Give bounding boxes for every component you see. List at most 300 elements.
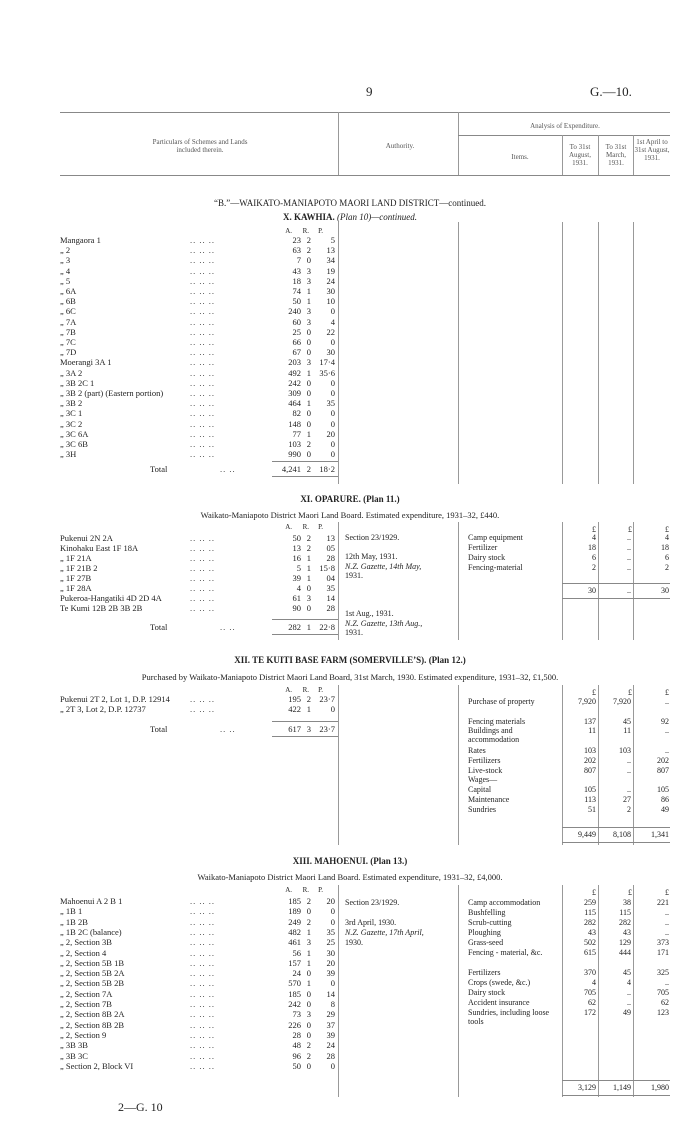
amount-apr-aug: 86	[661, 795, 669, 804]
land-row	[0, 1030, 700, 1040]
land-row	[0, 327, 700, 337]
land-row	[0, 286, 700, 296]
mahoenui-plan: (Plan 13.)	[370, 856, 408, 866]
land-row	[0, 398, 700, 408]
area-roods: 0	[306, 583, 311, 593]
area-acres: 461	[288, 937, 301, 948]
land-name: „ 2, Section 4	[60, 947, 107, 958]
total-acres: 282	[288, 622, 301, 632]
area-perches: 0	[330, 377, 335, 388]
area-roods: 1	[306, 947, 311, 958]
expense-item-label: Camp accommodation	[468, 898, 541, 907]
authority-line: N.Z. Gazette, 13th Aug.,	[345, 618, 423, 628]
land-row	[0, 255, 700, 265]
area-roods: 1	[306, 296, 311, 307]
area-perches: 0	[330, 1060, 335, 1071]
area-acres: 60	[292, 316, 301, 327]
area-perches: 13	[326, 533, 335, 543]
header-particulars: Particulars of Schemes and Lands included therein.	[152, 138, 248, 154]
unit-roods: R.	[302, 686, 309, 694]
area-perches: 14	[326, 593, 335, 603]
total-to-aug: 30	[588, 586, 596, 595]
leader-dots: .. .. ..	[190, 916, 215, 927]
land-name: „ 1B 2C (balance)	[60, 926, 122, 937]
total-roods: 2	[306, 464, 311, 474]
area-roods: 1	[306, 553, 311, 563]
land-name: „ 3C 6B	[60, 439, 88, 449]
leader-dots: .. .. ..	[190, 999, 215, 1009]
leader-dots: .. .. ..	[190, 255, 215, 266]
land-row	[0, 429, 700, 439]
total-roods: 1	[306, 622, 311, 632]
area-perches: 0	[330, 388, 335, 398]
page-reference: G.—10.	[590, 84, 632, 99]
area-roods: 2	[306, 1040, 311, 1051]
area-acres: 990	[288, 449, 301, 460]
expense-item-label: Fencing materials	[468, 716, 526, 726]
land-name: „ 7A	[60, 316, 77, 327]
amount-to-aug: 62	[588, 998, 596, 1007]
expense-item-label: Grass-seed	[468, 938, 504, 947]
land-name: „ 6C	[60, 306, 76, 317]
amount-to-aug: 282	[584, 918, 596, 927]
leader-dots: .. .. ..	[190, 978, 215, 989]
amount-to-aug: 51	[588, 804, 596, 814]
unit-perches: P.	[318, 886, 323, 894]
area-acres: 242	[288, 377, 301, 388]
area-roods: 1	[306, 573, 311, 583]
land-name: „ 1F 21A	[60, 553, 92, 563]
area-roods: 0	[306, 1019, 311, 1030]
leader-dots: .. .. ..	[190, 388, 215, 398]
leader-dots: .. .. ..	[190, 377, 215, 388]
authority-line: 1st Aug., 1931.	[345, 609, 394, 618]
amount-apr-aug: 2	[665, 563, 669, 572]
area-perches: 17·4	[319, 357, 335, 368]
area-acres: 482	[288, 926, 301, 937]
authority-line: 3rd April, 1930.	[345, 918, 397, 927]
total-rule	[272, 736, 338, 737]
oparure-plan: (Plan 11.)	[363, 494, 400, 504]
amount-apr-aug: ..	[665, 726, 669, 736]
land-name: „ 3B 2C 1	[60, 377, 95, 388]
area-roods: 0	[306, 347, 311, 358]
leader-dots: .. .. ..	[190, 988, 215, 999]
amount-apr-aug: 171	[657, 948, 669, 957]
area-perches: 0	[330, 306, 335, 317]
area-perches: 24	[326, 275, 335, 286]
expense-item-label: Live-stock	[468, 765, 503, 775]
amount-apr-aug: 49	[661, 804, 669, 814]
area-acres: 492	[288, 367, 301, 378]
area-acres: 570	[288, 978, 301, 989]
total-rule	[272, 721, 338, 722]
area-perches: 25	[326, 937, 335, 948]
leader-dots: .. .. ..	[190, 896, 215, 906]
amount-to-aug: 137	[584, 716, 596, 726]
area-perches: 28	[326, 603, 335, 613]
leader-dots: .. .. ..	[190, 968, 215, 979]
header-items: Items.	[511, 153, 529, 161]
land-name: „ 2, Section 8B 2A	[60, 1009, 125, 1020]
expense-item-label: Fencing - material, &c.	[468, 948, 543, 957]
area-roods: 3	[306, 306, 311, 317]
leader-dots: .. .. ..	[190, 906, 215, 917]
leader-dots: .. .. ..	[190, 553, 215, 563]
area-acres: 77	[292, 428, 301, 439]
land-row	[0, 306, 700, 316]
total-perches: 22·8	[319, 622, 335, 632]
authority-line: N.Z. Gazette, 17th April,	[345, 928, 424, 937]
land-row	[0, 337, 700, 347]
leader-dots: .. .. ..	[190, 1040, 215, 1051]
total-to-mar: ..	[627, 586, 631, 595]
amount-to-aug: 202	[584, 755, 596, 765]
area-acres: 249	[288, 916, 301, 927]
amount-apr-aug: 373	[657, 938, 669, 947]
expense-item-label: Fertilizers	[468, 755, 501, 765]
area-perches: 35	[326, 398, 335, 409]
area-perches: 35	[326, 926, 335, 937]
area-acres: 39	[292, 573, 301, 583]
leader-dots: .. .. ..	[190, 418, 215, 429]
leader-dots: .. .. ..	[190, 367, 215, 378]
amount-apr-aug: ..	[665, 746, 669, 755]
area-acres: 63	[292, 245, 301, 256]
pound-sign: £	[665, 688, 669, 697]
amount-to-mar: 115	[619, 908, 631, 917]
leader-dots: .. .. ..	[190, 296, 215, 307]
subtotal-rule	[562, 827, 670, 828]
header-analysis: Analysis of Expenditure.	[530, 122, 600, 130]
land-name: „ 3B 2	[60, 398, 83, 409]
area-perches: 28	[326, 1050, 335, 1061]
total-rule	[272, 461, 338, 462]
area-roods: 0	[306, 377, 311, 388]
expense-item-label: Crops (swede, &c.)	[468, 978, 531, 987]
expense-item-label: Wages—	[468, 775, 498, 785]
unit-perches: P.	[318, 523, 323, 531]
land-name: Mangaora 1	[60, 235, 101, 245]
amount-to-aug: 807	[584, 765, 596, 775]
area-acres: 50	[292, 1060, 301, 1071]
unit-acres: A.	[285, 886, 292, 894]
area-roods: 0	[306, 1029, 311, 1040]
area-perches: 20	[326, 896, 335, 906]
land-row	[0, 296, 700, 306]
area-perches: 13	[326, 245, 335, 256]
land-name: Kinohaku East 1F 18A	[60, 543, 139, 553]
area-acres: 4	[296, 583, 301, 593]
leader-dots: .. .. ..	[190, 583, 215, 593]
unit-perches: P.	[318, 686, 323, 694]
area-roods: 2	[306, 543, 311, 553]
area-acres: 43	[292, 265, 301, 276]
leader-dots: .. .. ..	[190, 957, 215, 968]
leader-dots: .. .. ..	[190, 937, 215, 948]
area-acres: 56	[292, 947, 301, 958]
expense-item-label: Dairy stock	[468, 553, 506, 562]
header-col1: To 31st August, 1931.	[569, 143, 591, 167]
amount-to-mar: ..	[627, 553, 631, 562]
area-perches: 35	[326, 583, 335, 593]
total-acres: 4,241	[281, 464, 301, 474]
area-roods: 0	[306, 388, 311, 398]
leader-dots: .. .. ..	[190, 245, 215, 256]
land-name: Pukenui 2T 2, Lot 1, D.P. 12914	[60, 694, 170, 704]
land-name: Te Kumi 12B 2B 3B 2B	[60, 603, 143, 613]
land-name: „ 3C 2	[60, 418, 83, 429]
amount-to-mar: ..	[627, 543, 631, 552]
amount-apr-aug: 123	[657, 1008, 669, 1017]
land-row	[0, 1040, 700, 1050]
amount-to-aug: 2	[592, 563, 596, 572]
area-roods: 2	[306, 1050, 311, 1061]
area-acres: 73	[292, 1009, 301, 1020]
land-name: „ 5	[60, 275, 71, 286]
land-name: „ 3C 6A	[60, 428, 89, 439]
land-row	[0, 419, 700, 429]
expense-item-label: Bushfelling	[468, 908, 506, 917]
unit-perches: P.	[318, 227, 323, 235]
mahoenui-title: XIII. MAHOENUI.	[292, 856, 368, 866]
area-perches: 0	[330, 704, 335, 714]
land-name: „ 3C 1	[60, 408, 83, 419]
page-number: 9	[366, 84, 373, 99]
total-to-mar: 8,108	[613, 830, 631, 839]
area-acres: 13	[292, 543, 301, 553]
kawhia-plan: (Plan 10)—continued.	[337, 212, 417, 222]
area-acres: 309	[288, 388, 301, 398]
area-acres: 24	[292, 968, 301, 979]
area-perches: 15·8	[319, 563, 335, 573]
amount-apr-aug: 62	[661, 998, 669, 1007]
area-roods: 3	[306, 357, 311, 368]
amount-to-mar: 7,920	[613, 697, 631, 706]
area-perches: 0	[330, 408, 335, 419]
area-acres: 25	[292, 326, 301, 337]
area-roods: 0	[306, 449, 311, 460]
leader-dots: .. .. ..	[190, 533, 215, 543]
area-acres: 61	[292, 593, 301, 603]
land-row	[0, 235, 700, 245]
pound-sign: £	[592, 888, 596, 897]
land-name: „ 1B 1	[60, 906, 83, 917]
land-name: „ 1F 21B 2	[60, 563, 98, 573]
land-name: Mahoenui A 2 B 1	[60, 896, 123, 906]
subtotal-rule	[562, 598, 670, 599]
amount-apr-aug: ..	[665, 697, 669, 706]
expense-item-label: Dairy stock	[468, 988, 506, 997]
total-apr-aug: 1,341	[651, 830, 669, 839]
expense-item-label: Rates	[468, 746, 486, 755]
land-name: „ 3B 2 (part) (Eastern portion)	[60, 388, 164, 398]
land-name: „ 6A	[60, 286, 77, 296]
land-row	[0, 449, 700, 459]
area-perches: 30	[326, 286, 335, 296]
leader-dots: .. .. ..	[190, 306, 215, 317]
amount-to-mar: ..	[627, 988, 631, 997]
subtotal-rule	[562, 842, 670, 843]
land-row	[0, 276, 700, 286]
area-perches: 35·6	[319, 367, 335, 378]
total-apr-aug: 1,980	[651, 1083, 669, 1092]
expense-item-label: Scrub-cutting	[468, 918, 512, 927]
area-acres: 96	[292, 1050, 301, 1061]
land-name: „ 2, Section 7A	[60, 988, 113, 999]
area-acres: 185	[288, 896, 301, 906]
land-row	[0, 958, 700, 968]
total-perches: 23·7	[319, 724, 335, 734]
area-roods: 0	[306, 968, 311, 979]
amount-to-mar: ..	[627, 998, 631, 1007]
pound-sign: £	[628, 688, 632, 697]
authority-line: 12th May, 1931.	[345, 552, 398, 561]
leader-dots: .. .. ..	[190, 326, 215, 337]
area-roods: 3	[306, 593, 311, 603]
area-acres: 242	[288, 999, 301, 1009]
area-perches: 4	[330, 316, 335, 327]
area-roods: 1	[306, 367, 311, 378]
expense-item-label: Capital	[468, 785, 492, 795]
land-name: „ 2, Section 5B 2B	[60, 978, 124, 989]
oparure-title: XI. OPARURE.	[300, 494, 361, 504]
tekuiti-plan: (Plan 12.)	[428, 655, 466, 665]
area-roods: 3	[306, 1009, 311, 1020]
leader-dots: .. .. ..	[190, 573, 215, 583]
area-perches: 0	[330, 978, 335, 989]
area-perches: 04	[326, 573, 335, 583]
area-acres: 240	[288, 306, 301, 317]
leader-dots: .. .. ..	[190, 357, 215, 368]
area-perches: 28	[326, 553, 335, 563]
amount-apr-aug: ..	[665, 978, 669, 987]
area-acres: 50	[292, 296, 301, 307]
expense-item-label: Sundries, including loose tools	[468, 1008, 550, 1026]
expense-item-label: Sundries	[468, 804, 496, 814]
leader-dots: .. ..	[220, 622, 236, 632]
land-name: „ 2, Section 7B	[60, 999, 112, 1009]
amount-to-mar: 4	[627, 978, 631, 987]
mahoenui-subtitle: Waikato-Maniapoto District Maori Land Board. Estimated expenditure, 1931–32, £4,000.	[197, 872, 503, 882]
area-perches: 39	[326, 1029, 335, 1040]
header-col2: To 31st March, 1931.	[605, 143, 627, 167]
subtotal-rule	[562, 1080, 670, 1081]
leader-dots: .. .. ..	[190, 265, 215, 276]
pound-sign: £	[628, 525, 632, 534]
authority-line: Section 23/1929.	[345, 898, 400, 907]
leader-dots: .. .. ..	[190, 694, 215, 704]
unit-roods: R.	[302, 523, 309, 531]
area-acres: 66	[292, 337, 301, 347]
area-perches: 30	[326, 947, 335, 958]
area-acres: 185	[288, 988, 301, 999]
area-roods: 0	[306, 326, 311, 337]
area-perches: 19	[326, 265, 335, 276]
land-row	[0, 408, 700, 418]
amount-to-aug: 11	[588, 726, 596, 736]
land-name: „ 2, Section 8B 2B	[60, 1019, 124, 1030]
subtotal-rule	[562, 1095, 670, 1096]
amount-to-aug: 370	[584, 968, 596, 977]
amount-to-aug: 105	[584, 785, 596, 795]
amount-apr-aug: 6	[665, 553, 669, 562]
oparure-heading	[0, 494, 700, 504]
area-acres: 82	[292, 408, 301, 419]
area-perches: 34	[326, 255, 335, 266]
area-roods: 0	[306, 603, 311, 613]
expense-item-label: Fertilizers	[468, 968, 501, 977]
area-acres: 195	[288, 694, 301, 704]
leader-dots: .. .. ..	[190, 286, 215, 296]
tekuiti-subtitle: Purchased by Waikato-Maniapoto District Maori Land Board, 31st March, 1930. Estimated expenditure, 1931–32, £1,500.	[141, 672, 559, 682]
amount-to-aug: 4	[592, 978, 596, 987]
amount-to-aug: 615	[584, 948, 596, 957]
amount-to-aug: 103	[584, 746, 596, 755]
amount-to-mar: ..	[627, 755, 631, 765]
area-acres: 7	[296, 255, 301, 266]
area-roods: 3	[306, 937, 311, 948]
area-acres: 90	[292, 603, 301, 613]
amount-to-aug: 7,920	[578, 697, 596, 706]
area-perches: 0	[330, 916, 335, 927]
area-acres: 50	[292, 533, 301, 543]
amount-to-mar: 45	[623, 716, 631, 726]
leader-dots: .. .. ..	[190, 704, 215, 714]
amount-apr-aug: ..	[665, 928, 669, 937]
amount-to-mar: ..	[627, 563, 631, 572]
leader-dots: .. .. ..	[190, 347, 215, 358]
area-roods: 3	[306, 265, 311, 276]
unit-acres: A.	[285, 686, 292, 694]
expense-item-label: Accident insurance	[468, 998, 530, 1007]
area-roods: 0	[306, 408, 311, 419]
unit-roods: R.	[302, 227, 309, 235]
total-roods: 3	[306, 724, 311, 734]
area-acres: 203	[288, 357, 301, 368]
area-perches: 39	[326, 968, 335, 979]
amount-apr-aug: ..	[665, 908, 669, 917]
area-acres: 5	[296, 563, 301, 573]
area-perches: 8	[330, 999, 335, 1009]
unit-roods: R.	[302, 886, 309, 894]
area-perches: 0	[330, 906, 335, 917]
area-perches: 0	[330, 439, 335, 449]
authority-line: 1931.	[345, 628, 363, 637]
total-apr-aug: 30	[661, 586, 669, 595]
amount-to-aug: 502	[584, 938, 596, 947]
leader-dots: .. .. ..	[190, 1009, 215, 1020]
leader-dots: .. .. ..	[190, 408, 215, 419]
district-title: “B.”—WAIKATO-MANIAPOTO MAORI LAND DISTRICT—continued.	[214, 198, 486, 208]
land-name: „ 2, Section 5B 2A	[60, 968, 125, 979]
area-roods: 2	[306, 533, 311, 543]
unit-acres: A.	[285, 227, 292, 235]
amount-to-mar: 11	[623, 726, 631, 736]
amount-apr-aug: 92	[661, 716, 669, 726]
total-to-mar: 1,149	[613, 1083, 631, 1092]
amount-apr-aug: 705	[657, 988, 669, 997]
area-roods: 1	[306, 978, 311, 989]
area-roods: 1	[306, 926, 311, 937]
tekuiti-heading	[0, 655, 700, 665]
total-label: Total	[150, 724, 168, 734]
amount-apr-aug: 105	[657, 785, 669, 795]
authority-line: N.Z. Gazette, 14th May,	[345, 561, 422, 571]
authority-line: Section 23/1929.	[345, 533, 400, 542]
area-roods: 1	[306, 704, 311, 714]
land-name: „ 3B 3C	[60, 1050, 88, 1061]
